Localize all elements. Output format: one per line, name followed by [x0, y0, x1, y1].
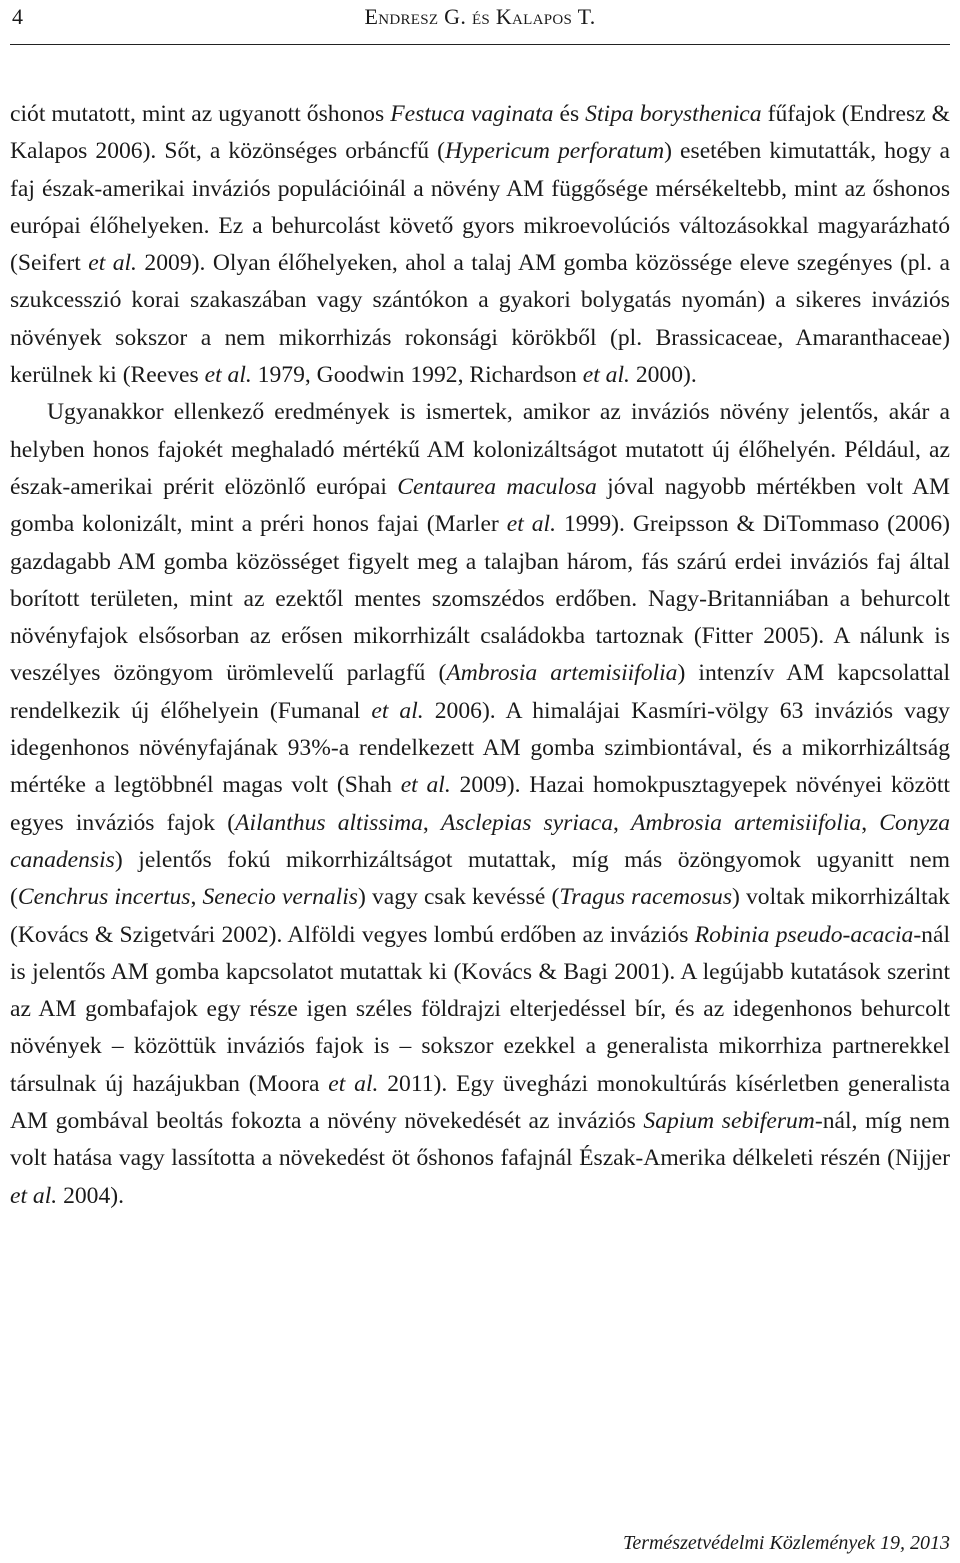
italic-run: et al.: [204, 362, 252, 389]
italic-run: Ambrosia artemisiifolia: [446, 660, 678, 687]
text-run: 2004).: [57, 1182, 125, 1209]
italic-run: Ambrosia artemisiifolia: [631, 809, 862, 836]
paragraph: [10, 96, 950, 394]
italic-run: Festuca vaginata: [390, 101, 554, 127]
article-body: [10, 96, 950, 1215]
italic-run: et al.: [400, 772, 451, 799]
text-run: jóval nagyobb mértékben volt AM gomba kolonizált, mint a préri honos fajai (Marler: [10, 473, 950, 538]
italic-run: Tragus racemosus: [559, 884, 732, 911]
italic-run: Conyza canadensis: [10, 809, 951, 873]
italic-run: et al.: [88, 250, 137, 277]
italic-run: et al.: [582, 362, 630, 389]
running-title: Endresz G. és Kalapos T.: [364, 4, 596, 29]
text-run: fűfajok (Endresz & Kalapos 2006). Sőt, a közönséges orbáncfű (: [10, 101, 950, 165]
italic-run: et al.: [506, 511, 556, 538]
text-run: ,: [613, 809, 632, 836]
italic-run: Stipa borysthenica: [585, 101, 762, 127]
paragraph: [10, 394, 950, 1215]
italic-run: Hypericum perforatum: [445, 138, 665, 165]
italic-run: et al.: [371, 697, 424, 724]
italic-run: Senecio vernalis: [202, 884, 358, 911]
text-run: 2009). Olyan élőhelyeken, ahol a talaj AM gomba közössége eleve szegényes (pl. a szukcesszió korai szakaszában vagy szántókon a gyakori bolygatás nyomán) a sikeres inváziós növények sokszor a nem mikorrhizás rokonsági körökből (pl. Brassicaceae, Amaranthaceae) kerülnek ki (Reeves: [10, 250, 950, 389]
text-run: 2009). Hazai homokpusztagyepek növényei között egyes inváziós fajok (: [10, 772, 950, 836]
journal-footer: Természetvédelmi Közlemények 19, 2013: [623, 1532, 950, 1554]
text-run: ) esetében kimutatták, hogy a faj észak-amerikai inváziós populációinál a növény AM függősége mérsékeltebb, mint az őshonos európai élőhelyeken. Ez a behurcolást követő gyors mikroevolúciós változásokkal magyarázható (Seifert: [10, 138, 950, 277]
italic-run: Cenchrus incertus: [17, 884, 191, 911]
text-run: ,: [861, 809, 880, 836]
text-run: ) voltak mikorrhizáltak (Kovács & Szigetvári 2002). Alföldi vegyes lombú erdőben az inváziós: [10, 884, 950, 948]
italic-run: et al.: [10, 1182, 58, 1209]
italic-run: Asclepias syriaca: [440, 809, 613, 836]
text-run: 2006). A himalájai Kasmíri-völgy 63 inváziós vagy idegenhonos növényfajának 93%-a rendelkezett AM gomba szimbiontával, és a mikorrhizáltság mértéke a legtöbbnél magas volt (Shah: [10, 697, 950, 799]
text-run: -nál is jelentős AM gomba kapcsolatot mutattak ki (Kovács & Bagi 2001). A legújabb kutatások szerint az AM gombafajok egy része igen széles földrajzi elterjedéssel bír, és az idegenhonos behurcolt növények – közöttük inváziós fajok is – sokszor ezekkel a generalista mikorrhiza partnerekkel társulnak új hazájukban (Moora: [10, 921, 950, 1097]
italic-run: Sapium sebiferum: [643, 1108, 815, 1135]
text-run: Ugyanakkor ellenkező eredmények is ismertek, amikor az inváziós növény jelentős, akár a helyben honos fajokét meghaladó mértékű AM kolonizáltságot mutatott új élőhelyén. Például, az észak-amerikai prérit elözönlő európai: [10, 399, 950, 500]
text-run: ) jelentős fokú mikorrhizáltságot mutattak, míg más özöngyomok ugyanitt nem (: [10, 846, 950, 911]
text-run: ) vagy csak kevéssé (: [357, 884, 560, 911]
text-run: 2000).: [629, 362, 697, 389]
text-run: ,: [422, 809, 441, 836]
page-header: [10, 0, 950, 45]
italic-run: Robinia pseudo-acacia: [694, 921, 914, 948]
text-run: 2011). Egy üvegházi monokultúrás kísérletben generalista AM gombával beoltás fokozta a növény növekedését az inváziós: [10, 1070, 950, 1135]
italic-run: Centaurea maculosa: [397, 473, 597, 500]
italic-run: Ailanthus altissima: [235, 809, 423, 836]
text-run: 1979, Goodwin 1992, Richardson: [251, 362, 583, 389]
text-run: ,: [190, 884, 203, 911]
page-number: 4: [12, 4, 23, 29]
italic-run: et al.: [328, 1070, 379, 1097]
text-run: -nál, míg nem volt hatása vagy lassította a növekedést öt őshonos fafajnál Észak-Amerika délkeleti részén (Nijjer: [10, 1108, 951, 1172]
text-run: 1999). Greipsson & DiTommaso (2006) gazdagabb AM gomba közösséget figyelt meg a talajban három, fás szárú erdei inváziós faj által borított területen, mint az ezektől mentes szomszédos erdőben. Nagy-Britanniában a behurcolt növényfajok elsősorban az erősen mikorrhizált családokba tartoznak (Fitter 2005). A nálunk is veszélyes özöngyom ürömlevelű parlagfű (: [10, 511, 950, 687]
text-run: ) intenzív AM kapcsolattal rendelkezik új élőhelyein (Fumanal: [10, 660, 950, 724]
text-run: ciót mutatott, mint az ugyanott őshonos: [10, 101, 391, 127]
text-run: és: [553, 101, 586, 127]
